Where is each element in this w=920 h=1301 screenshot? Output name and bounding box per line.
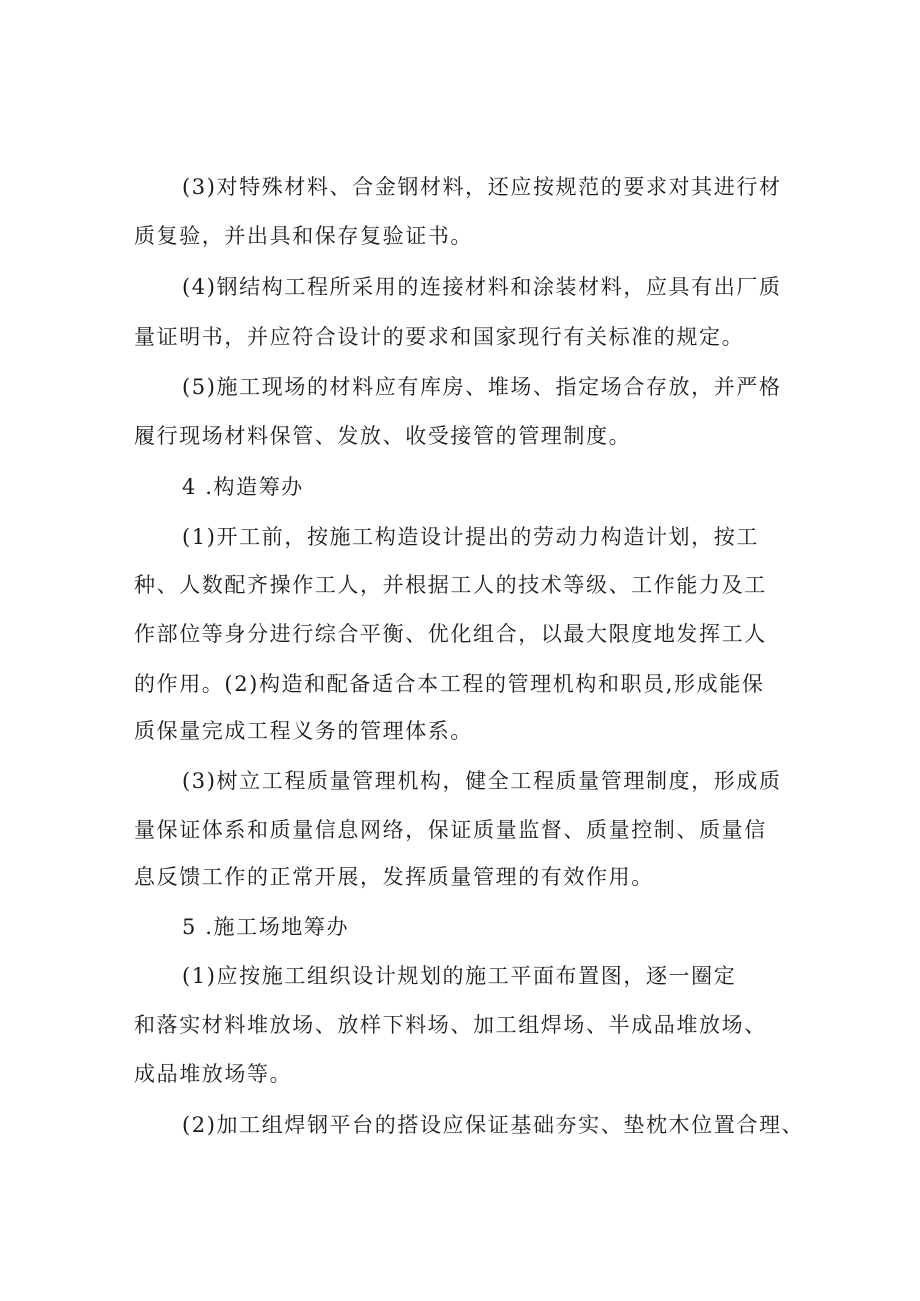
section-5-para-1-line-2: 和落实材料堆放场、放样下料场、加工组焊场、半成品堆放场、 xyxy=(134,1013,767,1037)
paragraph-4-line-2: 量证明书，并应符合设计的要求和国家现行有关标准的规定。 xyxy=(134,325,745,349)
section-5-para-1-line-3: 成品堆放场等。 xyxy=(134,1062,293,1086)
section-4-para-1-line-2: 种、人数配齐操作工人，并根据工人的技术等级、工作能力及工 xyxy=(134,573,767,597)
paragraph-3-line-1: (3)对特殊材料、合金钢材料，还应按规范的要求对其进行材 xyxy=(182,175,782,199)
section-5-para-1-line-1: (1)应按施工组织设计规划的施工平面布置图，逐一圈定 xyxy=(182,964,737,988)
section-5-para-2-line-1: (2)加工组焊钢平台的搭设应保证基础夯实、垫枕木位置合理、 xyxy=(182,1113,805,1137)
section-4-para-3-line-3: 息反馈工作的正常开展，发挥质量管理的有效作用。 xyxy=(134,865,654,889)
section-4-para-1-line-4: 的作用。(2)构造和配备适合本工程的管理机构和职员,形成能保 xyxy=(134,672,765,696)
section-4-para-3-line-2: 量保证体系和质量信息网络，保证质量监督、质量控制、质量信 xyxy=(134,818,767,842)
section-4-para-1-line-3: 作部位等身分进行综合平衡、优化组合，以最大限度地发挥工人 xyxy=(134,622,767,646)
paragraph-5-line-1: (5)施工现场的材料应有库房、堆场、指定场合存放，并严格 xyxy=(182,375,782,399)
section-4-para-1-line-1: (1)开工前，按施工构造设计提出的劳动力构造计划，按工 xyxy=(182,525,759,549)
section-heading-4: 4 .构造筹办 xyxy=(182,475,304,499)
paragraph-3-line-2: 质复验，并出具和保存复验证书。 xyxy=(134,224,473,248)
section-4-para-1-line-5: 质保量完成工程义务的管理体系。 xyxy=(134,719,473,743)
paragraph-5-line-2: 履行现场材料保管、发放、收受接管的管理制度。 xyxy=(134,424,632,448)
section-heading-5: 5 .施工场地筹办 xyxy=(182,915,350,939)
paragraph-4-line-1: (4)钢结构工程所采用的连接材料和涂装材料，应具有出厂质 xyxy=(182,275,782,299)
section-4-para-3-line-1: (3)树立工程质量管理机构，健全工程质量管理制度，形成质 xyxy=(182,769,782,793)
